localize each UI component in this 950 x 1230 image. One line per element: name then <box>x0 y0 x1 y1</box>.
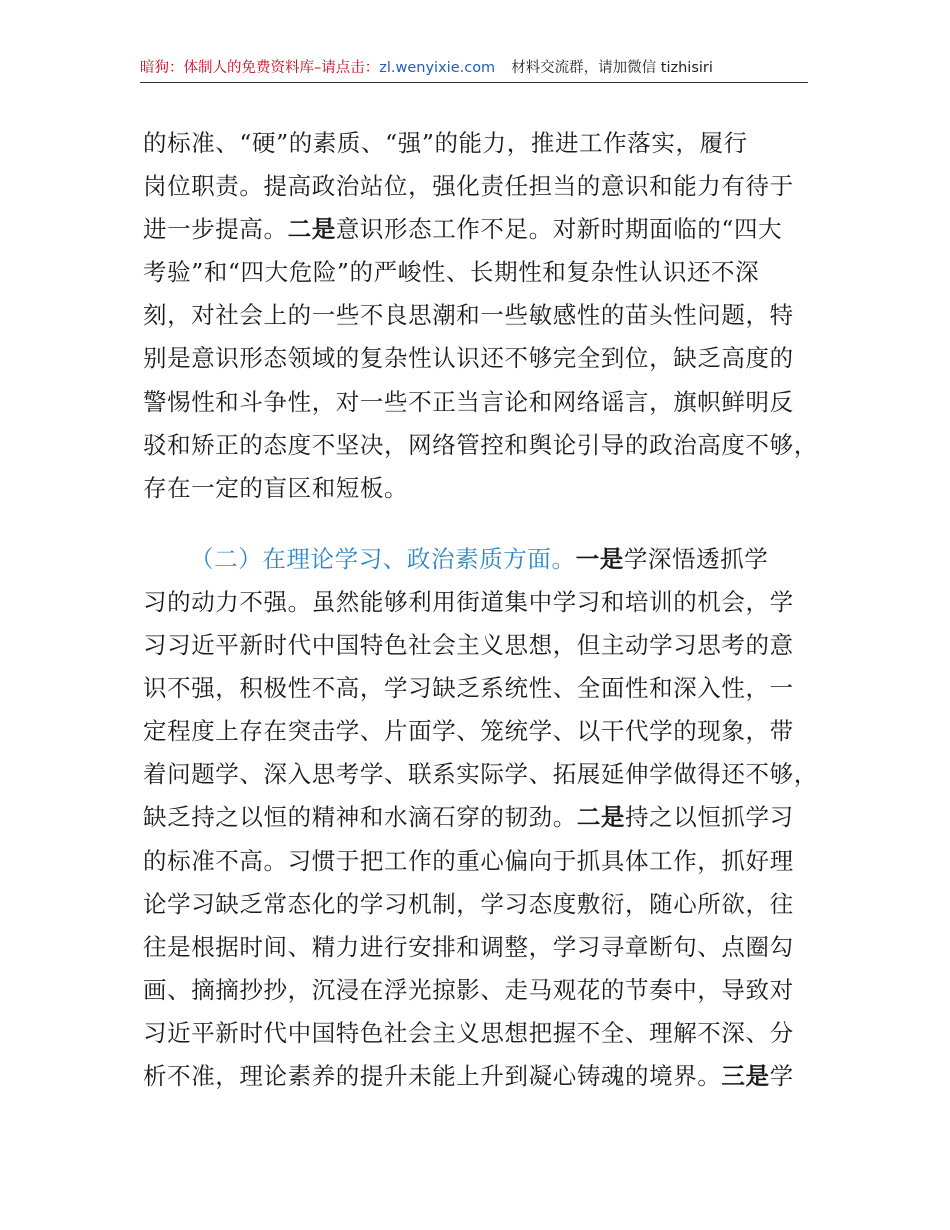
section-heading: （二）在理论学习、政治素质方面。 <box>190 544 576 573</box>
text-line: 习习近平新时代中国特色社会主义思想，但主动学习思考的意 <box>143 631 794 660</box>
text-line: 刻，对社会上的一些不良思潮和一些敏感性的苗头性问题，特 <box>143 301 794 330</box>
text-run: 进一步提高。 <box>143 215 288 244</box>
text-run: 学深悟透抓学 <box>623 544 769 573</box>
text-line: 考验”和“四大危险”的严峻性、长期性和复杂性认识还不深 <box>143 258 760 287</box>
text-line: 识不强，积极性不高，学习缺乏系统性、全面性和深入性，一 <box>143 674 794 703</box>
text-line: 警惕性和斗争性，对一些不正当言论和网络谣言，旗帜鲜明反 <box>143 387 794 416</box>
bold-marker-three: 三是 <box>721 1061 770 1090</box>
text-run: 意识形态工作不足。对新时期面临的“四大 <box>335 215 783 244</box>
header-click-prompt: –请点击： <box>314 60 380 76</box>
text-line: 论学习缺乏常态化的学习机制，学习态度敷衍，随心所欲，往 <box>143 889 794 918</box>
text-line <box>143 208 823 251</box>
text-line <box>143 1055 823 1098</box>
paragraph-1 <box>143 122 823 510</box>
bold-marker-two: 二是 <box>287 215 336 244</box>
text-run: 析不准，理论素养的提升未能上升到凝心铸魂的境界。 <box>143 1061 722 1090</box>
text-run: 缺乏持之以恒的精神和水滴石穿的韧劲。 <box>143 803 577 832</box>
bold-marker-two: 二是 <box>576 803 626 832</box>
paragraph-2 <box>143 538 823 1098</box>
text-line: 存在一定的盲区和短板。 <box>143 473 409 502</box>
header-wechat-note: 材料交流群，请加微信 tizhisiri <box>511 60 713 76</box>
page-header <box>140 58 808 83</box>
document-body <box>143 122 823 1098</box>
header-site-name: 暗狗：体制人的免费资料库 <box>140 60 314 76</box>
header-url-link[interactable]: zl.wenyixie.com <box>379 60 496 76</box>
text-line: 别是意识形态领域的复杂性认识还不够完全到位，缺乏高度的 <box>143 344 794 373</box>
text-line: 习的动力不强。虽然能够利用街道集中学习和培训的机会，学 <box>143 587 794 616</box>
text-line: 着问题学、深入思考学、联系实际学、拓展延伸学做得还不够， <box>143 760 818 789</box>
text-line: 的标准、“硬”的素质、“强”的能力，推进工作落实，履行 <box>143 129 748 157</box>
text-line: 驳和矫正的态度不坚决，网络管控和舆论引导的政治高度不够， <box>143 430 818 459</box>
text-line <box>143 796 823 839</box>
text-line <box>143 538 823 581</box>
text-line: 往是根据时间、精力进行安排和调整，学习寻章断句、点圈勾 <box>143 932 794 961</box>
text-run: 持之以恒抓学习 <box>625 803 794 832</box>
text-line: 习近平新时代中国特色社会主义思想把握不全、理解不深、分 <box>143 1018 794 1047</box>
text-line: 定程度上存在突击学、片面学、笼统学、以干代学的现象，带 <box>143 717 794 746</box>
bold-marker-one: 一是 <box>575 544 624 573</box>
text-line: 的标准不高。习惯于把工作的重心偏向于抓具体工作，抓好理 <box>143 846 794 875</box>
text-line: 画、摘摘抄抄，沉浸在浮光掠影、走马观花的节奏中，导致对 <box>143 975 794 1004</box>
text-line: 岗位职责。提高政治站位，强化责任担当的意识和能力有待于 <box>143 172 794 201</box>
text-run: 学 <box>769 1061 794 1090</box>
